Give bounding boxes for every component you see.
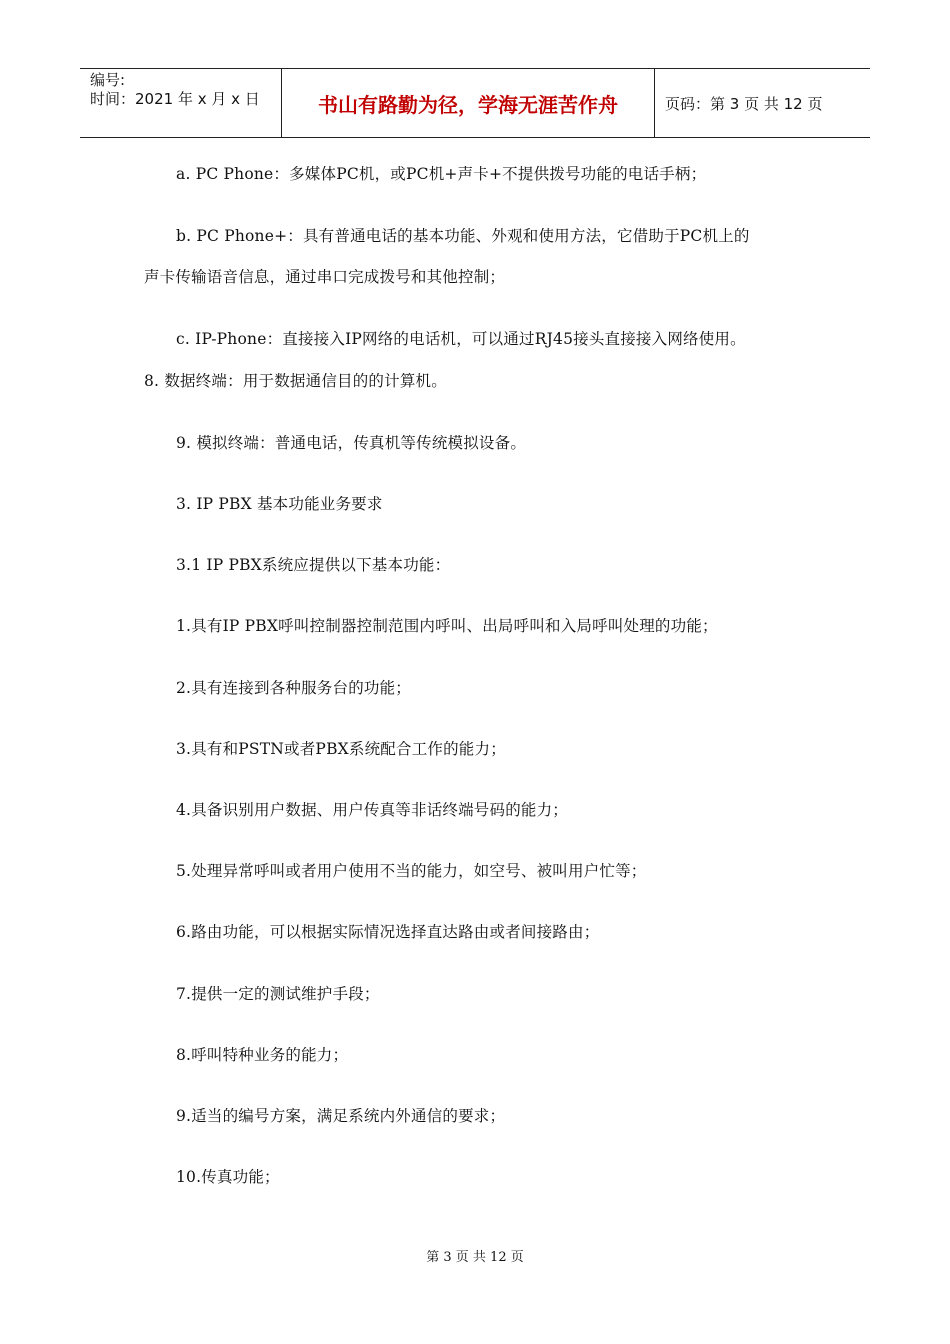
paragraph-data-terminal: 8. 数据终端：用于数据通信目的的计算机。 xyxy=(144,372,447,390)
page-footer: 第 3 页 共 12 页 xyxy=(426,1250,524,1265)
list-item: 3.具有和PSTN或者PBX系统配合工作的能力； xyxy=(176,740,506,758)
paragraph-analog-terminal: 9. 模拟终端：普通电话，传真机等传统模拟设备。 xyxy=(176,434,527,452)
document-number-label: 编号: xyxy=(90,71,126,89)
list-item: 10.传真功能； xyxy=(176,1168,280,1186)
header-motto: 书山有路勤为径，学海无涯苦作舟 xyxy=(282,69,655,137)
paragraph-pc-phone: a. PC Phone：多媒体PC机，或PC机+声卡+不提供拨号功能的电话手柄； xyxy=(176,165,707,183)
paragraph-ip-phone: c. IP-Phone：直接接入IP网络的电话机，可以通过RJ45接头直接接入网络使用。 xyxy=(176,330,746,348)
list-item: 6.路由功能，可以根据实际情况选择直达路由或者间接路由； xyxy=(176,923,600,941)
list-item: 7.提供一定的测试维护手段； xyxy=(176,985,380,1003)
paragraph-pc-phone-plus: b. PC Phone+：具有普通电话的基本功能、外观和使用方法，它借助于PC机上的 xyxy=(176,227,750,245)
list-item: 4.具备识别用户数据、用户传真等非话终端号码的能力； xyxy=(176,801,568,819)
section-heading-3-1: 3.1 IP PBX系统应提供以下基本功能： xyxy=(176,556,451,574)
section-heading-3: 3. IP PBX 基本功能业务要求 xyxy=(176,495,383,513)
document-date-label: 时间：2021 年 x 月 x 日 xyxy=(90,90,260,108)
list-item: 5.处理异常呼叫或者用户使用不当的能力，如空号、被叫用户忙等； xyxy=(176,862,647,880)
paragraph-pc-phone-plus-cont: 声卡传输语音信息，通过串口完成拨号和其他控制； xyxy=(144,268,506,286)
document-header xyxy=(80,68,870,138)
header-page-info: 页码：第 3 页 共 12 页 xyxy=(665,94,823,113)
list-item: 8.呼叫特种业务的能力； xyxy=(176,1046,349,1064)
list-item: 1.具有IP PBX呼叫控制器控制范围内呼叫、出局呼叫和入局呼叫处理的功能； xyxy=(176,617,718,635)
header-meta xyxy=(80,69,282,137)
list-item: 9.适当的编号方案，满足系统内外通信的要求； xyxy=(176,1107,506,1125)
list-item: 2.具有连接到各种服务台的功能； xyxy=(176,679,411,697)
